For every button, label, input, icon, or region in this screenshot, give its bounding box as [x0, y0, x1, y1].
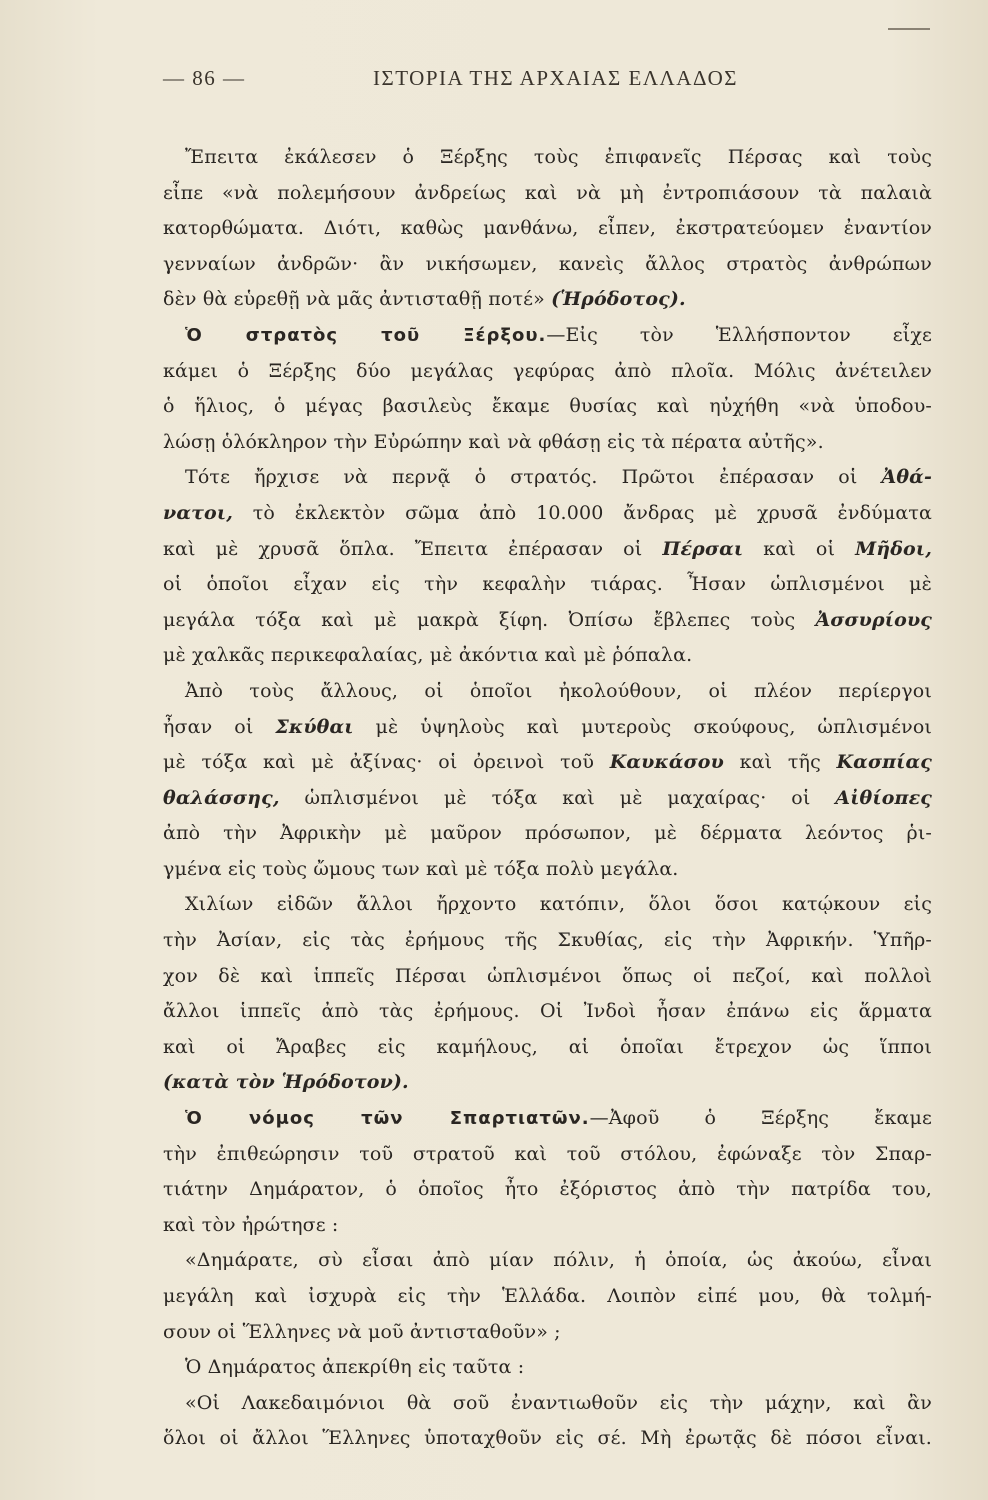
- emphasized-text: Κασπίας: [836, 751, 932, 774]
- text-line: [163, 1030, 932, 1066]
- text-run: καὶ μὲ χρυσᾶ ὅπλα. Ἔπειτα ἐπέρασαν οἱ: [163, 537, 663, 560]
- text-run: εἶπε «νὰ πολεμήσουν ἀνδρείως καὶ νὰ μὴ ἐντροπιάσουν τὰ παλαιὰ: [163, 181, 932, 204]
- text-run: κατορθώματα. Διότι, καθὼς μανθάνω, εἶπεν, ἐκστρατεύομεν ἐναντίον: [163, 217, 932, 240]
- emphasized-text: Αἰθίοπες: [835, 786, 932, 809]
- text-run: μὲ χαλκᾶς περικεφαλαίας, μὲ ἀκόντια καὶ μὲ ῥόπαλα.: [163, 644, 693, 667]
- body-text: [163, 140, 932, 1457]
- section-heading: Ὁ στρατὸς τοῦ Ξέρξου.: [185, 324, 547, 346]
- text-line: [163, 567, 932, 603]
- running-title: ΙΣΤΟΡΙΑ ΤΗΣ ΑΡΧΑΙΑΣ ΕΛΛΑΔΟΣ: [373, 66, 738, 90]
- text-line: [163, 1350, 932, 1386]
- text-line: [163, 1243, 932, 1279]
- page-header: [163, 66, 932, 102]
- text-run: μεγάλη καὶ ἰσχυρὰ εἰς τὴν Ἑλλάδα. Λοιπὸν εἰπέ μου, θὰ τολμή-: [163, 1285, 932, 1307]
- emphasized-text: Μῆδοι,: [855, 537, 932, 560]
- text-line: [163, 710, 932, 746]
- text-line: [163, 745, 932, 781]
- emphasized-text: Σκύθαι: [275, 715, 354, 738]
- text-run: Ἀπὸ τοὺς ἄλλους, οἱ ὁποῖοι ἠκολούθουν, οἱ πλέον περίεργοι: [185, 679, 932, 702]
- text-line: [163, 496, 932, 532]
- emphasized-text: Καυκάσου: [609, 751, 724, 774]
- text-line: [163, 852, 932, 888]
- text-run: Ἔπειτα ἐκάλεσεν ὁ Ξέρξης τοὺς ἐπιφανεῖς Πέρσας καὶ τοὺς: [185, 146, 932, 168]
- text-line: [163, 1386, 932, 1422]
- text-line: [163, 1172, 932, 1208]
- text-line: [163, 781, 932, 817]
- text-line: [163, 1208, 932, 1244]
- text-run: τιάτην Δημάρατον, ὁ ὁποῖος ἦτο ἐξόριστος ἀπὸ τὴν πατρίδα του,: [163, 1178, 932, 1201]
- text-line: [163, 603, 932, 639]
- text-line: [163, 176, 932, 212]
- text-run: καὶ οἱ: [743, 537, 856, 560]
- text-run: γμένα εἰς τοὺς ὤμους των καὶ μὲ τόξα πολὺ μεγάλα.: [163, 857, 679, 880]
- text-line: [163, 959, 932, 995]
- text-line: [163, 816, 932, 852]
- emphasized-text: νατοι,: [163, 501, 233, 524]
- text-line: [163, 887, 932, 923]
- text-line: [163, 638, 932, 674]
- text-run: ἀπὸ τὴν Ἀφρικὴν μὲ μαῦρον πρόσωπον, μὲ δέρματα λεόντος ῥι-: [163, 822, 932, 845]
- text-line: [163, 211, 932, 247]
- text-run: καὶ οἱ Ἄραβες εἰς καμήλους, αἱ ὁποῖαι ἔτρεχον ὡς ἵπποι: [163, 1035, 932, 1058]
- text-line: [163, 1279, 932, 1315]
- text-run: ὁ ἥλιος, ὁ μέγας βασιλεὺς ἔκαμε θυσίας καὶ ηὐχήθη «νὰ ὑποδου-: [163, 395, 932, 418]
- emphasized-text: Ἀσσυρίους: [815, 608, 932, 631]
- text-line: [163, 1101, 932, 1137]
- text-line: [163, 247, 932, 283]
- text-run: οἱ ὁποῖοι εἶχαν εἰς τὴν κεφαλὴν τιάρας. Ἦσαν ὡπλισμένοι μὲ: [163, 573, 932, 596]
- page-number: — 86 —: [163, 66, 246, 90]
- margin-mark: [888, 28, 930, 30]
- text-run: τὴν Ἀσίαν, εἰς τὰς ἐρήμους τῆς Σκυθίας, εἰς τὴν Ἀφρικήν. Ὑπῆρ-: [163, 929, 932, 952]
- text-run: ὡπλισμένοι μὲ τόξα καὶ μὲ μαχαίρας· οἱ: [279, 786, 836, 809]
- text-run: γενναίων ἀνδρῶν· ἂν νικήσωμεν, κανεὶς ἄλλος στρατὸς ἀνθρώπων: [163, 252, 932, 275]
- text-run: μὲ ὑψηλοὺς καὶ μυτεροὺς σκούφους, ὡπλισμένοι: [353, 715, 932, 738]
- text-line: [163, 1065, 932, 1101]
- text-line: [163, 674, 932, 710]
- text-run: τὴν ἐπιθεώρησιν τοῦ στρατοῦ καὶ τοῦ στόλου, ἐφώναξε τὸν Σπαρ-: [163, 1142, 932, 1165]
- text-line: [163, 354, 932, 390]
- text-line: [163, 532, 932, 568]
- text-line: [163, 140, 932, 176]
- text-run: —Ἀφοῦ ὁ Ξέρξης ἔκαμε: [589, 1107, 932, 1130]
- section-heading: Ὁ νόμος τῶν Σπαρτιατῶν.: [185, 1108, 590, 1130]
- text-run: ὅλοι οἱ ἄλλοι Ἕλληνες ὑποταχθοῦν εἰς σέ. Μὴ ἐρωτᾷς δὲ πόσοι εἶναι.: [163, 1427, 932, 1450]
- text-run: «Δημάρατε, σὺ εἶσαι ἀπὸ μίαν πόλιν, ἡ ὁποία, ὡς ἀκούω, εἶναι: [185, 1249, 932, 1272]
- text-line: [163, 1315, 932, 1351]
- text-run: ἄλλοι ἱππεῖς ἀπὸ τὰς ἐρήμους. Οἱ Ἰνδοὶ ἦσαν ἐπάνω εἰς ἅρματα: [163, 1000, 932, 1023]
- text-run: Ὁ Δημάρατος ἀπεκρίθη εἰς ταῦτα :: [185, 1356, 525, 1379]
- emphasized-text: θαλάσσης,: [163, 786, 280, 809]
- text-run: σουν οἱ Ἕλληνες νὰ μοῦ ἀντισταθοῦν» ;: [163, 1320, 561, 1343]
- text-run: «Οἱ Λακεδαιμόνιοι θὰ σοῦ ἐναντιωθοῦν εἰς τὴν μάχην, καὶ ἂν: [185, 1391, 932, 1414]
- emphasized-text: Ἀθά-: [881, 466, 932, 489]
- text-run: χον δὲ καὶ ἱππεῖς Πέρσαι ὡπλισμένοι ὅπως οἱ πεζοί, καὶ πολλοὶ: [163, 964, 932, 987]
- text-run: ἦσαν οἱ: [163, 715, 276, 738]
- text-run: τὸ ἐκλεκτὸν σῶμα ἀπὸ 10.000 ἄνδρας μὲ χρυσᾶ ἐνδύματα: [232, 501, 932, 524]
- text-line: [163, 1421, 932, 1457]
- text-run: Τότε ἤρχισε νὰ περνᾷ ὁ στρατός. Πρῶτοι ἐπέρασαν οἱ: [185, 466, 882, 489]
- text-run: Χιλίων εἰδῶν ἄλλοι ἤρχοντο κατόπιν, ὅλοι ὅσοι κατῴκουν εἰς: [185, 893, 932, 916]
- text-line: [163, 1137, 932, 1173]
- text-line: [163, 318, 932, 354]
- text-line: [163, 923, 932, 959]
- emphasized-text: (Ἡρόδοτος).: [551, 288, 686, 311]
- text-run: —Εἰς τὸν Ἑλλήσποντον εἶχε: [546, 323, 932, 346]
- text-run: λώσῃ ὁλόκληρον τὴν Εὐρώπην καὶ νὰ φθάσῃ εἰς τὰ πέρατα αὐτῆς».: [163, 430, 824, 453]
- emphasized-text: Πέρσαι: [662, 537, 744, 560]
- text-run: καὶ τῆς: [723, 751, 837, 774]
- text-line: [163, 282, 932, 318]
- text-line: [163, 994, 932, 1030]
- text-run: δὲν θὰ εὑρεθῇ νὰ μᾶς ἀντισταθῇ ποτέ»: [163, 288, 552, 311]
- text-line: [163, 389, 932, 425]
- text-line: [163, 425, 932, 461]
- text-run: κάμει ὁ Ξέρξης δύο μεγάλας γεφύρας ἀπὸ πλοῖα. Μόλις ἀνέτειλεν: [163, 359, 932, 382]
- text-run: μεγάλα τόξα καὶ μὲ μακρὰ ξίφη. Ὀπίσω ἔβλεπες τοὺς: [163, 608, 816, 631]
- text-run: καὶ τὸν ἠρώτησε :: [163, 1213, 339, 1236]
- text-run: μὲ τόξα καὶ μὲ ἀξίνας· οἱ ὀρεινοὶ τοῦ: [163, 751, 610, 774]
- emphasized-text: (κατὰ τὸν Ἡρόδοτον).: [163, 1071, 409, 1094]
- text-line: [163, 460, 932, 496]
